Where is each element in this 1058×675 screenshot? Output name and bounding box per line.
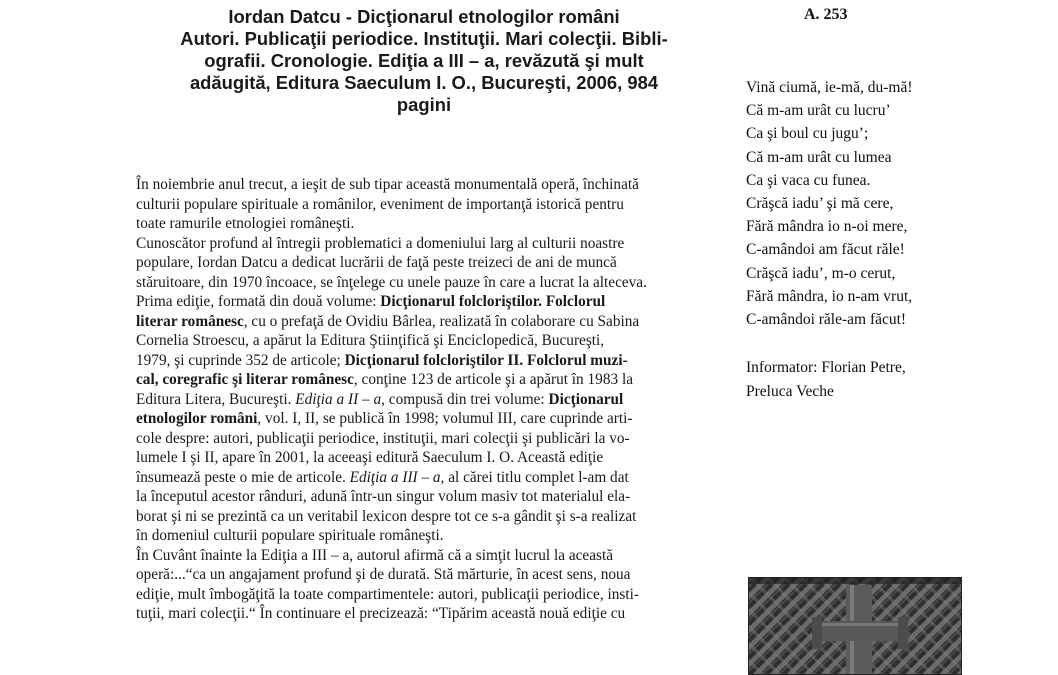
italic-text: Ediţia a III – a: [349, 468, 441, 486]
poem-line: Fără mândra, io n-am vrut,: [746, 287, 913, 305]
bold-text: Dicţionarul: [548, 390, 624, 408]
body-line: [136, 292, 716, 312]
title-line: pagini: [396, 94, 452, 115]
title-line: Autori. Publicaţii periodice. Instituţii. Mari colecţii. Bibli-: [180, 28, 668, 49]
body-line: [136, 253, 716, 273]
body-line: [136, 487, 716, 507]
body-text-run: la începutul acestor rânduri, adună într-un singur volum masiv tot materialul ela-: [136, 488, 631, 505]
title-line: Iordan Datcu - Dicţionarul etnologilor români: [228, 6, 620, 27]
bold-text: etnologilor români: [136, 410, 258, 427]
poem-line: Ca şi vaca cu funea.: [746, 171, 871, 189]
body-line: [136, 214, 716, 234]
page-number: A. 253: [804, 6, 848, 23]
body-line: [136, 604, 716, 624]
body-text-run: toate ramurile etnologiei româneşti.: [136, 215, 355, 232]
body-text-run: borat şi ni se prezintă ca un veritabil lexicon despre tot ce s-a gândit şi s-a realizat: [136, 507, 637, 525]
body-text-run: cole despre: autori, publicaţii periodice, instituţii, mari colecţii şi publicări la vo-: [136, 429, 630, 447]
poem-line: Că m-am urât cu lumea: [746, 148, 892, 166]
folk-poem: [746, 76, 1046, 331]
body-text-run: , vol. I, II, se publică în 1998; volumul III, care cuprinde arti-: [257, 410, 633, 427]
body-text-run: 1979, şi cuprinde 352 de articole;: [136, 351, 345, 369]
body-line: [136, 585, 716, 605]
body-line: [136, 468, 716, 488]
body-text-run: , al cărei titlu complet l-am dat: [440, 468, 629, 486]
body-line: [136, 526, 716, 546]
informant-name: Informator: Florian Petre,: [746, 359, 906, 376]
title-line: ografii. Cronologie. Ediţia a III – a, revăzută şi mult: [204, 50, 644, 71]
body-line: [136, 507, 716, 527]
bold-text: Dicţionarul folcloriştilor. Folclorul: [380, 293, 606, 310]
body-line: [136, 273, 716, 293]
poem-line: Că m-am urât cu lucru’: [746, 102, 891, 120]
poem-line: Ca şi boul cu jugu’;: [746, 125, 869, 143]
body-line: [136, 351, 716, 371]
body-line: [136, 370, 716, 390]
body-text-run: populare, Iordan Datcu a dedicat lucrării de faţă peste treizeci de ani de muncă: [136, 254, 617, 271]
body-line: [136, 448, 716, 468]
body-text-run: tuţii, mari colecţii.“ În continuare el precizează: “Tipărim această nouă ediţie cu: [136, 605, 626, 622]
poem-line: Vină ciumă, ie-mă, du-mă!: [746, 79, 913, 96]
body-line: [136, 195, 716, 215]
body-text-run: ediţie, mult îmbogăţită la toate compartimentele: autori, publicaţii periodice, insti-: [136, 585, 639, 603]
wooden-cross-photo: [748, 577, 962, 675]
body-line: [136, 390, 716, 410]
body-text-run: , compusă din trei volume:: [381, 390, 549, 408]
body-text-run: culturii populare spirituale a românilor, eveniment de importanţă istorică pentru: [136, 195, 624, 213]
title-line: adăugită, Editura Saeculum I. O., Bucureşti, 2006, 984: [189, 72, 659, 93]
article-title: [136, 6, 712, 116]
body-text-run: Cunoscător profund al întregii problematici a domeniului larg al culturii noastre: [136, 234, 625, 252]
body-text-run: Editura Litera, Bucureşti.: [136, 390, 296, 408]
body-line: [136, 234, 716, 254]
body-line: [136, 312, 716, 332]
bold-text: cal, coregrafic şi literar românesc: [136, 371, 354, 388]
body-text-run: Cornelia Stroescu, a apărut la Editura Ştiinţifică şi Enciclopedică, Bucureşti,: [136, 332, 605, 349]
body-text-run: operă:...“ca un angajament profund şi de durată. Stă mărturie, în acest sens, noua: [136, 566, 631, 583]
body-line: [136, 331, 716, 351]
body-text-run: lumele I şi II, apare în 2001, la aceeaşi editură Saeculum I. O. Această ediţie: [136, 449, 604, 466]
body-text-run: stăruitoare, din 1970 încoace, se înţelege cu unele pauze în care a lucrat la alteceva.: [136, 273, 647, 291]
italic-text: Ediţia a II – a: [295, 390, 382, 408]
body-text-run: Prima ediţie, formată din două volume:: [136, 293, 381, 310]
body-text-run: În noiembrie anul trecut, a ieşit de sub tipar această monumentală operă, închinată: [136, 176, 639, 193]
poem-line: Crăşcă iadu’ şi mă cere,: [746, 195, 894, 213]
wooden-cross-image: [748, 577, 962, 675]
body-line: [136, 409, 716, 429]
body-text-run: , cu o prefaţă de Ovidiu Bârlea, realizată în colaborare cu Sabina: [243, 312, 640, 330]
body-text-run: în domeniul culturii populare spirituale româneşti.: [136, 527, 444, 544]
poem-line: C-amândoi răle-am făcut!: [746, 311, 907, 329]
body-line: [136, 429, 716, 449]
body-text-run: , conţine 123 de articole şi a apărut în 1983 la: [353, 371, 633, 388]
body-line: [136, 546, 716, 566]
body-line: [136, 175, 716, 195]
poem-line: Fără mândra io n-oi mere,: [746, 218, 908, 236]
body-text-run: însumează peste o mie de articole.: [136, 468, 350, 486]
body-text-run: În Cuvânt înainte la Ediţia a III – a, autorul afirmă că a simţit lucrul la această: [136, 546, 613, 564]
poem-line: C-amândoi am făcut răle!: [746, 241, 905, 259]
article-body: [136, 175, 716, 624]
bold-text: literar românesc: [136, 312, 244, 330]
body-line: [136, 565, 716, 585]
poem-line: Crăşcă iadu’, m-o cerut,: [746, 264, 896, 282]
informant-place: Preluca Veche: [746, 382, 834, 400]
informant-credit: [746, 356, 1046, 403]
bold-text: Dicţionarul folcloriştilor II. Folclorul muzi-: [344, 351, 628, 369]
